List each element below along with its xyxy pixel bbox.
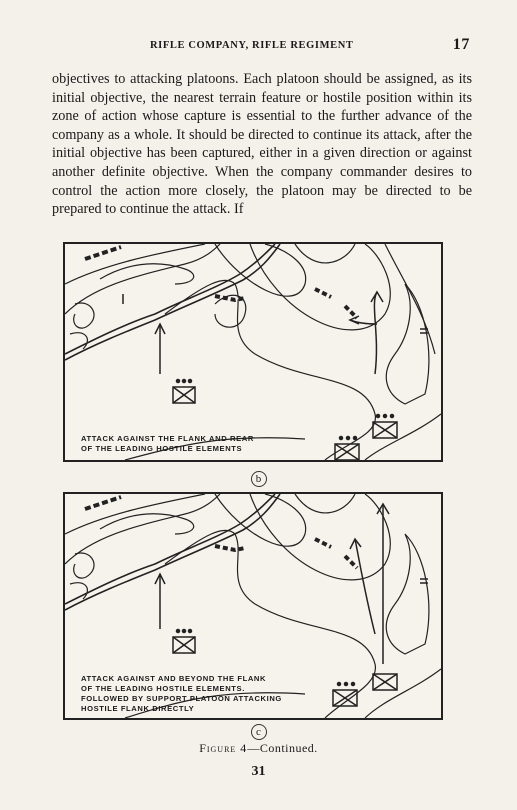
- running-head: RIFLE COMPANY, RIFLE REGIMENT: [150, 40, 354, 51]
- folio-number: 31: [251, 764, 266, 779]
- figure-b-label: b: [251, 471, 267, 487]
- body-text: [52, 70, 472, 219]
- platoon-symbol: [173, 380, 195, 404]
- figure-c-map: [63, 492, 443, 720]
- figure-b-map: [63, 242, 443, 462]
- figure-caption: [0, 741, 517, 756]
- page-number: 17: [452, 36, 470, 53]
- figure-c-caption: ATTACK AGAINST AND BEYOND THE FLANK OF THE LEADING HOSTILE ELEMENTS. FOLLOWED BY SUPPORT PLATOON ATTACKING HOSTILE FLANK DIRECTLY: [81, 674, 282, 713]
- page-header: [50, 36, 470, 56]
- figure-b-caption: ATTACK AGAINST THE FLANK AND REAR OF THE LEADING HOSTILE ELEMENTS: [81, 434, 254, 453]
- figure-caption-prefix: Figure 4: [199, 741, 248, 755]
- figure-caption-suffix: —Continued.: [247, 741, 318, 755]
- figure-c-label: c: [251, 724, 267, 740]
- paragraph: objectives to attacking platoons. Each platoon should be assigned, as its initial objective, the nearest terrain feature or hostile position within its zone of action whose capture is essential to the further advance of the company as a whole. It should be directed to continue its attack, after the initial objective has been captured, either in a given direction or against another definite objective. When the company commander desires to control the action more closely, the platoon may be directed to be prepared to continue the attack. If: [52, 71, 472, 218]
- terrain-map-b: [65, 244, 441, 460]
